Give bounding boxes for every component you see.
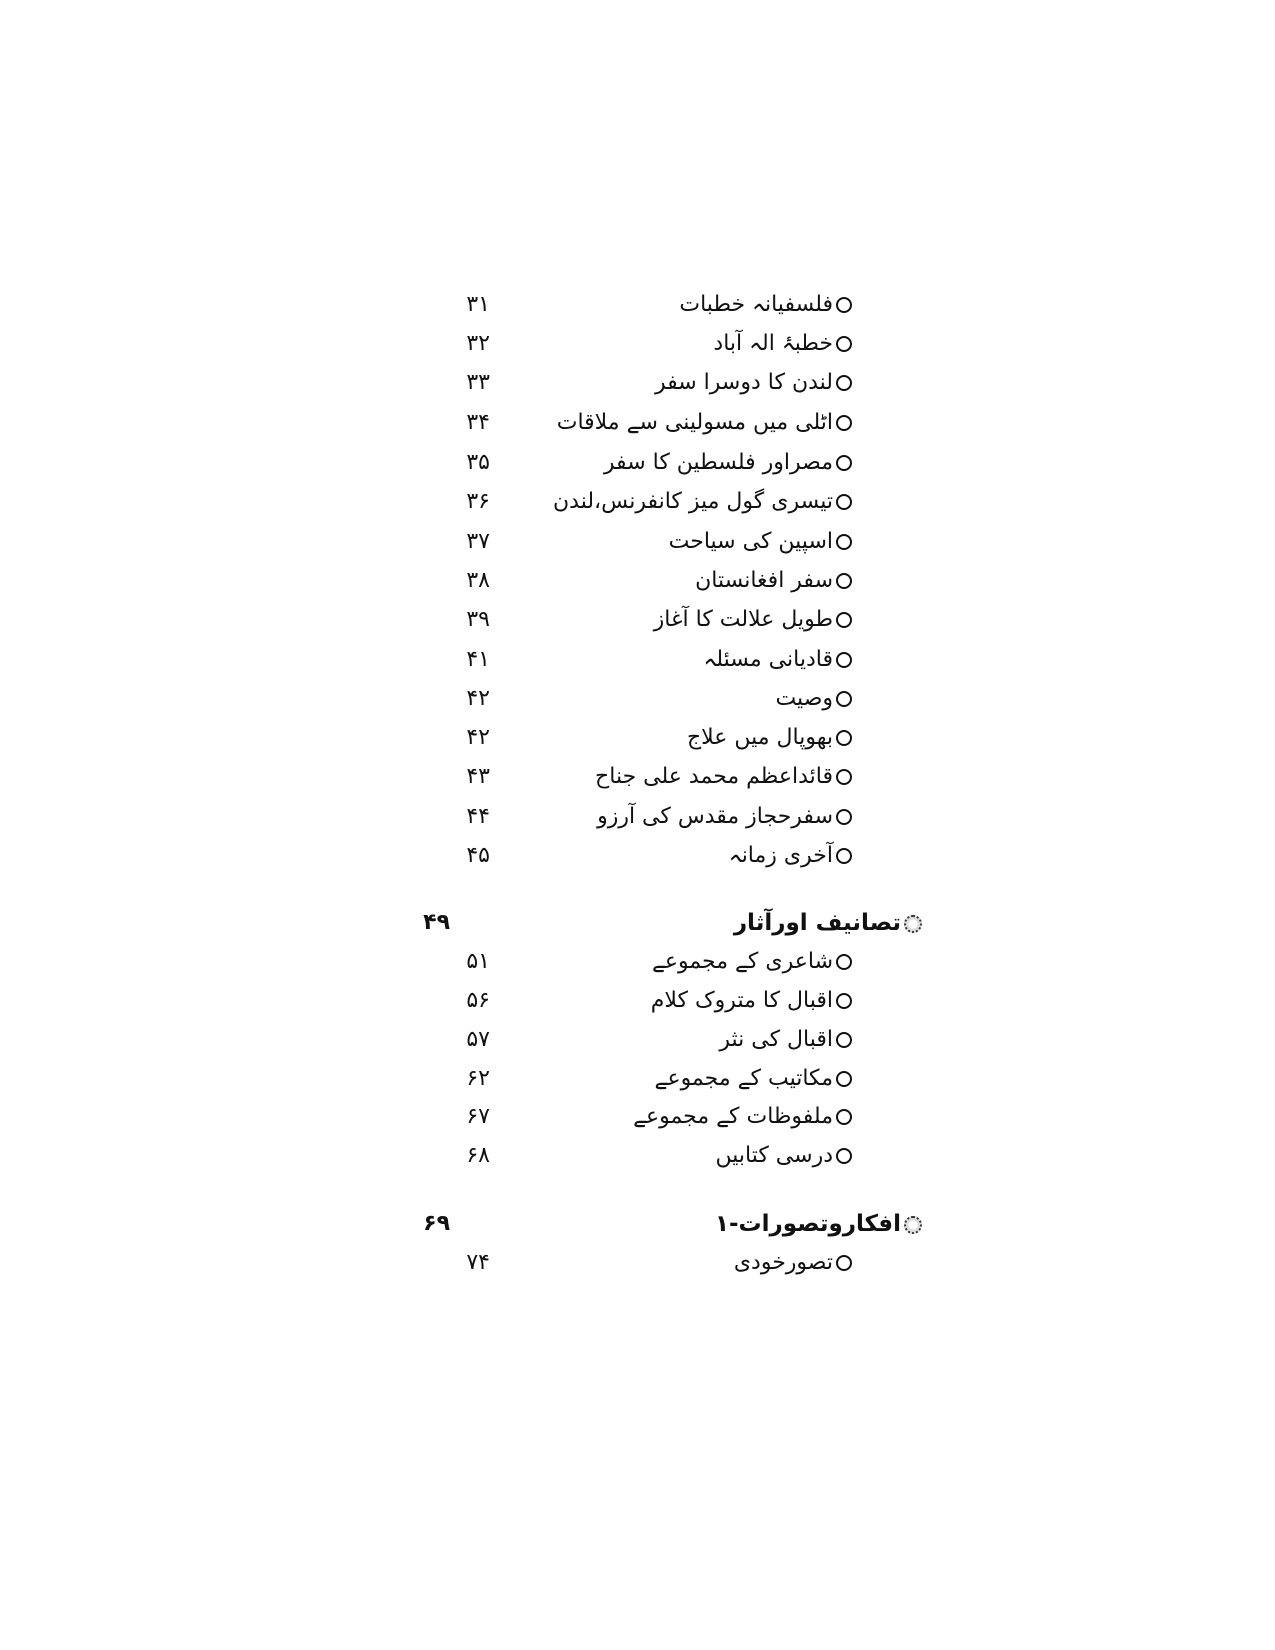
toc-entry xyxy=(0,836,1275,876)
circle-bullet-icon xyxy=(836,612,852,628)
toc-entry-title: قادیانی مسئلہ xyxy=(703,640,852,680)
toc-heading-title: تصانیف اورآثار xyxy=(734,903,922,943)
circle-bullet-icon xyxy=(836,954,852,970)
toc-entry-page: ۶۲ xyxy=(466,1066,490,1091)
toc-entry-title: وصیت xyxy=(775,679,852,719)
toc-entry-title: سفر افغانستان xyxy=(695,561,852,601)
toc-entry-title: اٹلی میں مسولینی سے ملاقات xyxy=(557,403,852,443)
toc-entry-page: ۴۲ xyxy=(466,686,490,711)
toc-entry xyxy=(0,285,1275,325)
toc-heading-page: ۴۹ xyxy=(423,910,450,935)
toc-entry-title: خطبۂ الہ آباد xyxy=(713,324,852,364)
toc-entry-title: اقبال کی نثر xyxy=(719,1020,852,1060)
circle-bullet-icon xyxy=(836,769,852,785)
toc-entry-title: سفرحجاز مقدس کی آرزو xyxy=(597,797,852,837)
toc-entry xyxy=(0,324,1275,364)
toc-entry xyxy=(0,942,1275,982)
toc-entry-title: ملفوظات کے مجموعے xyxy=(633,1097,852,1137)
circle-bullet-icon xyxy=(836,730,852,746)
toc-entry-page: ۳۱ xyxy=(466,292,490,317)
toc-heading-page: ۶۹ xyxy=(423,1211,450,1236)
toc-entry xyxy=(0,363,1275,403)
circle-bullet-icon xyxy=(836,809,852,825)
circle-bullet-icon xyxy=(836,297,852,313)
toc-entry-page: ۳۳ xyxy=(466,370,490,395)
toc-entry-title: بھوپال میں علاج xyxy=(687,718,852,758)
toc-entry xyxy=(0,1097,1275,1137)
toc-entry-page: ۵۷ xyxy=(466,1027,490,1052)
toc-entry-page: ۳۲ xyxy=(466,331,490,356)
toc-entry xyxy=(0,718,1275,758)
toc-entry-page: ۴۳ xyxy=(466,764,490,789)
circle-bullet-icon xyxy=(836,1071,852,1087)
toc-entry xyxy=(0,522,1275,562)
toc-entry-page: ۶۸ xyxy=(466,1143,490,1168)
toc-entry-title: مصراور فلسطین کا سفر xyxy=(604,443,852,483)
toc-entry-page: ۴۱ xyxy=(466,647,490,672)
toc-entry-page: ۵۶ xyxy=(466,988,490,1013)
toc-entry-title: فلسفیانہ خطبات xyxy=(679,285,852,325)
toc-section-heading xyxy=(0,1204,1275,1244)
circle-bullet-icon xyxy=(836,336,852,352)
toc-entry-page: ۳۷ xyxy=(466,529,490,554)
toc-entry-page: ۴۴ xyxy=(466,804,490,829)
toc-entry xyxy=(0,757,1275,797)
toc-entry-title: لندن کا دوسرا سفر xyxy=(655,363,852,403)
toc-entry-page: ۷۴ xyxy=(466,1250,490,1275)
circle-bullet-icon xyxy=(836,1148,852,1164)
circle-bullet-icon xyxy=(836,1032,852,1048)
circle-bullet-icon xyxy=(836,993,852,1009)
toc-entry-title: مکاتیب کے مجموعے xyxy=(655,1059,852,1099)
toc-entry xyxy=(0,981,1275,1021)
toc-entry xyxy=(0,403,1275,443)
toc-entry xyxy=(0,1059,1275,1099)
toc-entry xyxy=(0,1136,1275,1176)
toc-entry-page: ۴۲ xyxy=(466,725,490,750)
toc-entry-page: ۳۴ xyxy=(466,410,490,435)
toc-section-heading xyxy=(0,903,1275,943)
toc-entry-title: تصورخودی xyxy=(734,1243,852,1283)
toc-entry xyxy=(0,600,1275,640)
circle-bullet-icon xyxy=(836,534,852,550)
circle-bullet-icon xyxy=(836,375,852,391)
circle-bullet-icon xyxy=(836,848,852,864)
toc-entry-page: ۳۸ xyxy=(466,568,490,593)
toc-entry-title: طویل علالت کا آغاز xyxy=(654,600,852,640)
circle-bullet-icon xyxy=(836,455,852,471)
toc-entry-title: اسپین کی سیاحت xyxy=(669,522,852,562)
circle-bullet-icon xyxy=(836,1255,852,1271)
toc-entry-page: ۶۷ xyxy=(466,1104,490,1129)
toc-entry-title: تیسری گول میز کانفرنس،لندن xyxy=(553,482,852,522)
toc-entry xyxy=(0,1243,1275,1283)
toc-entry-page: ۳۶ xyxy=(466,489,490,514)
toc-entry-title: درسی کتابیں xyxy=(715,1136,852,1176)
toc-entry-title: شاعری کے مجموعے xyxy=(652,942,852,982)
toc-entry-page: ۳۹ xyxy=(466,607,490,632)
toc-entry xyxy=(0,443,1275,483)
circle-bullet-icon xyxy=(836,494,852,510)
toc-entry-title: آخری زمانہ xyxy=(729,836,852,876)
flower-bullet-icon xyxy=(904,915,922,933)
toc-entry xyxy=(0,797,1275,837)
toc-heading-title: افکاروتصورات-۱ xyxy=(715,1204,922,1244)
toc-entry-page: ۳۵ xyxy=(466,450,490,475)
toc-entry xyxy=(0,679,1275,719)
flower-bullet-icon xyxy=(904,1216,922,1234)
circle-bullet-icon xyxy=(836,1109,852,1125)
toc-entry-title: اقبال کا متروک کلام xyxy=(651,981,852,1021)
toc-entry xyxy=(0,640,1275,680)
toc-entry xyxy=(0,561,1275,601)
toc-entry-title: قائداعظم محمد علی جناح xyxy=(595,757,852,797)
toc-entry-page: ۵۱ xyxy=(466,949,490,974)
toc-entry-page: ۴۵ xyxy=(466,843,490,868)
circle-bullet-icon xyxy=(836,415,852,431)
toc-entry xyxy=(0,482,1275,522)
circle-bullet-icon xyxy=(836,652,852,668)
toc-entry xyxy=(0,1020,1275,1060)
circle-bullet-icon xyxy=(836,691,852,707)
circle-bullet-icon xyxy=(836,573,852,589)
